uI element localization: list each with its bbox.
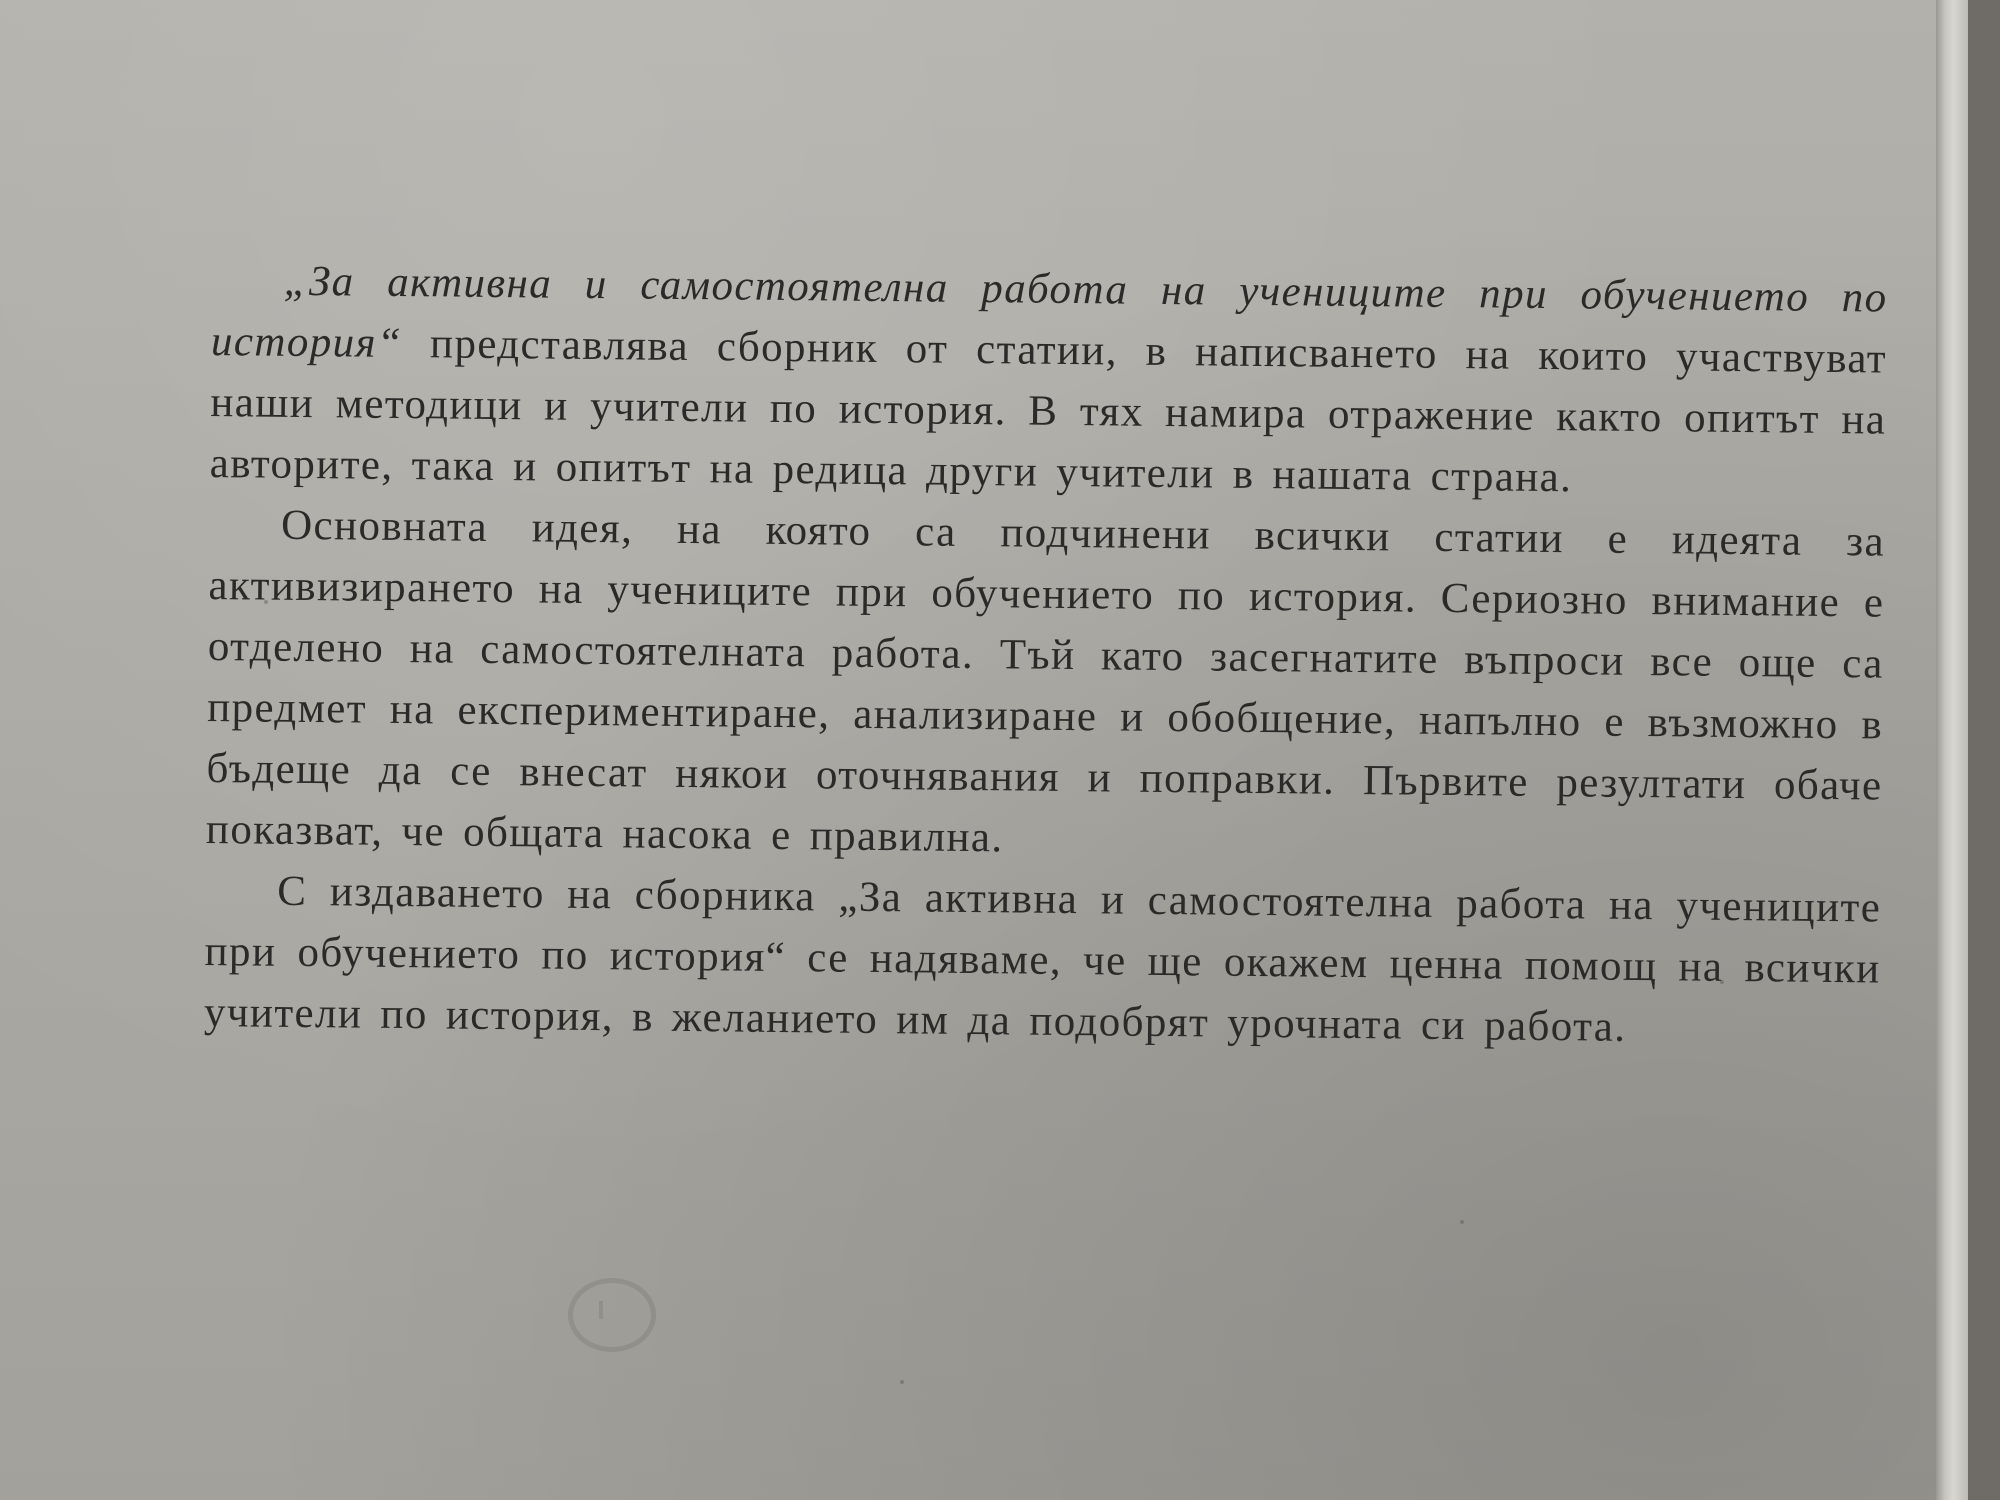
book-title-italic: „За активна и самостоятелна работа на учениците при обучението по история“: [210, 257, 1888, 367]
paragraph-1-text: представлява сборник от статии, в написването на които участвуват наши методици и учители по история. В тях намира отражение както опитът на авторите, така и опитът на редица други учители в нашата страна.: [209, 319, 1888, 502]
paper-speck: [1180, 1020, 1184, 1024]
paragraph-2: Основната идея, на която са подчинени всички статии е идеята за активизирането на учениците при обучението по история. Сериозно внимание е отделено на самостоятелната работа. Тъй като засегнатите въпроси все още са предмет на експериментиране, анализиране и обобщение, напълно е възможно в бъдеще да се внесат някои оточнявания и поправки. Първите резултати обаче показват, че общата насока е правилна.: [205, 501, 1886, 862]
paper-speck: [1720, 980, 1724, 984]
paragraph-1: [209, 250, 1887, 512]
page-edge: [1936, 0, 1968, 1500]
paragraph-3: С издаването на сборника „За активна и самостоятелна работа на учениците при обучението по история“ се надяваме, че ще окажем ценна помощ на всички учители по история, в желанието им да подобрят урочната си работа.: [203, 867, 1882, 1051]
faint-stamp-mark: [568, 1278, 656, 1352]
paper-speck: [900, 1380, 904, 1384]
paper-speck: [1460, 1220, 1464, 1224]
body-text: [204, 250, 1888, 1061]
paper-speck: [264, 600, 268, 604]
